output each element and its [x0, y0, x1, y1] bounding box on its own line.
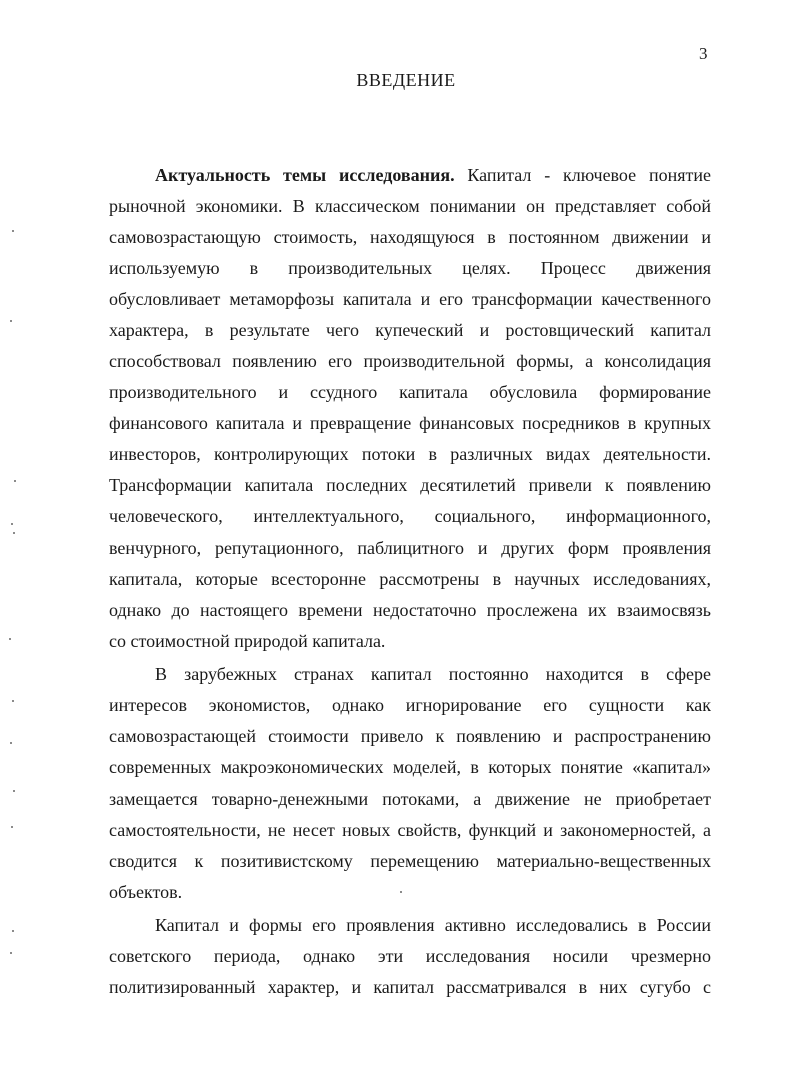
text-line: капитала, которые всесторонне рассмотрены в научных исследованиях,	[109, 569, 711, 589]
text-line: современных макроэкономических моделей, в которых понятие «капитал»	[109, 757, 711, 777]
text-line: Капитал и формы его проявления активно исследовались в России	[155, 915, 711, 935]
text-line: В зарубежных странах капитал постоянно находится в сфере	[155, 664, 711, 684]
text-line: обусловливает метаморфозы капитала и его трансформации качественного	[109, 289, 711, 309]
scan-speck	[10, 320, 12, 322]
text-line: интересов экономистов, однако игнорирование его сущности как	[109, 695, 711, 715]
text-line: человеческого, интеллектуального, социального, информационного,	[109, 506, 711, 526]
page-number: 3	[699, 44, 708, 63]
text-line: производительного и ссудного капитала обусловила формирование	[109, 382, 711, 402]
text-line: самовозрастающую стоимость, находящуюся в постоянном движении и	[109, 227, 711, 247]
text-line: Трансформации капитала последних десятилетий привели к появлению	[109, 475, 711, 495]
text-line: инвесторов, контролирующих потоки в различных видах деятельности.	[109, 444, 711, 464]
scan-speck	[12, 930, 14, 932]
scan-speck	[12, 700, 14, 702]
text-line: советского периода, однако эти исследования носили чрезмерно	[109, 946, 711, 966]
text-line: рыночной экономики. В классическом понимании он представляет собой	[109, 196, 711, 216]
scan-speck	[14, 480, 16, 482]
scan-speck	[9, 638, 11, 640]
text-line: финансового капитала и превращение финансовых посредников в крупных	[109, 413, 711, 433]
scan-speck	[10, 952, 12, 954]
text-line: политизированный характер, и капитал рассматривался в них сугубо с	[109, 977, 711, 997]
text-line: самостоятельности, не несет новых свойств, функций и закономерностей, а	[109, 820, 711, 840]
scan-speck	[12, 230, 14, 232]
line-text: Капитал - ключевое понятие	[454, 165, 711, 185]
text-line: замещается товарно-денежными потоками, а движение не приобретает	[109, 789, 711, 809]
text-line: однако до настоящего времени недостаточно прослежена их взаимосвязь	[109, 600, 711, 620]
text-line	[155, 162, 711, 188]
text-line: со стоимостной природой капитала.	[109, 631, 386, 651]
text-line: используемую в производительных целях. Процесс движения	[109, 258, 711, 278]
text-line: сводится к позитивистскому перемещению материально-вещественных	[109, 851, 711, 871]
scan-speck	[13, 790, 15, 792]
text-line: характера, в результате чего купеческий и ростовщический капитал	[109, 320, 711, 340]
section-title: ВВЕДЕНИЕ	[356, 70, 456, 90]
scan-speck	[11, 826, 13, 828]
text-line: объектов.	[109, 882, 183, 902]
text-line: способствовал появлению его производительной формы, а консолидация	[109, 351, 711, 371]
scan-speck	[11, 523, 13, 525]
text-line: венчурного, репутационного, паблицитного и других форм проявления	[109, 538, 711, 558]
text-line: самовозрастающей стоимости привело к появлению и распространению	[109, 726, 711, 746]
lead-phrase: Актуальность темы исследования.	[155, 165, 455, 185]
scan-speck	[13, 532, 15, 534]
scan-speck	[400, 891, 402, 893]
scan-speck	[10, 742, 12, 744]
